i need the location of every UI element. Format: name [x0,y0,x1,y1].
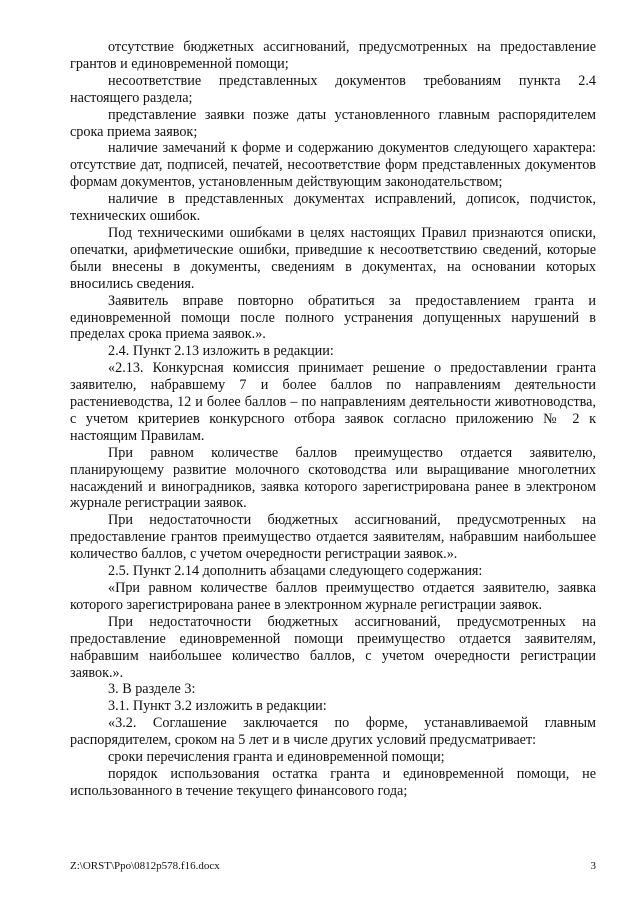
paragraph: При равном количестве баллов преимущество отдается заявителю, планирующему развитие молочного скотоводства или выращивание многолетних насаждений и виноградников, заявка которого зарегистрирована ранее в электроном журнале регистрации заявок. [70,444,596,512]
paragraph: наличие замечаний к форме и содержанию документов следующего характера: отсутствие дат, подписей, печатей, несоответствие форм представленных документов формам документов, установленным действующим законодательством; [70,140,596,191]
footer-file-path: Z:\ORST\Ppo\0812p578.f16.docx [70,860,220,872]
section-heading: 3. В разделе 3: [108,681,196,698]
paragraph: сроки перечисления гранта и единовременной помощи; [108,749,445,766]
paragraph: наличие в представленных документах исправлений, дописок, подчисток, технических ошибок. [70,191,596,225]
paragraph: отсутствие бюджетных ассигнований, предусмотренных на предоставление грантов и единовременной помощи; [70,39,596,72]
document-body [70,39,596,800]
paragraph: «2.13. Конкурсная комиссия принимает решение о предоставлении гранта заявителю, набравшему 7 и более баллов по направлениям деятельности растениеводства, 12 и более баллов – по направлениям деятельности животноводства, с учетом критериев конкурсного отбора заявок согласно приложению № 2 к настоящим Правилам. [70,360,596,444]
paragraph: При недостаточности бюджетных ассигнований, предусмотренных на предоставление грантов преимущество отдается заявителям, набравшим наибольшее количество баллов, с учетом очередности регистрации заявок.». [70,512,596,563]
section-heading: 2.4. Пункт 2.13 изложить в редакции: [108,343,334,360]
section-heading: 2.5. Пункт 2.14 дополнить абзацами следующего содержания: [108,563,483,580]
paragraph: порядок использования остатка гранта и единовременной помощи, не использованного в течение текущего финансового года; [70,765,596,799]
paragraph: представление заявки позже даты установленного главным распорядителем срока приема заявок; [70,106,596,140]
page-number: 3 [590,860,596,872]
paragraph: Заявитель вправе повторно обратиться за предоставлением гранта и единовременной помощи после полного устранения допущенных нарушений в пределах срока приема заявок.». [70,292,596,343]
paragraph: Под техническими ошибками в целях настоящих Правил признаются описки, опечатки, арифметические ошибки, приведшие к несоответствию сведений, которые были внесены в документы, сведениям в документах, на основании которых вносились сведения. [70,224,596,292]
paragraph: несоответствие представленных документов требованиям пункта 2.4 настоящего раздела; [70,72,596,106]
section-heading: 3.1. Пункт 3.2 изложить в редакции: [108,698,327,715]
paragraph: «При равном количестве баллов преимущество отдается заявителю, заявка которого зарегистрирована ранее в электронном журнале регистрации заявок. [70,580,596,613]
paragraph: «3.2. Соглашение заключается по форме, устанавливаемой главным распорядителем, сроком на 5 лет и в числе других условий предусматривает: [70,715,596,749]
paragraph: При недостаточности бюджетных ассигнований, предусмотренных на предоставление единовременной помощи преимущество отдается заявителям, набравшим наибольшее количество баллов, с учетом очередности регистрации заявок.». [70,613,596,681]
